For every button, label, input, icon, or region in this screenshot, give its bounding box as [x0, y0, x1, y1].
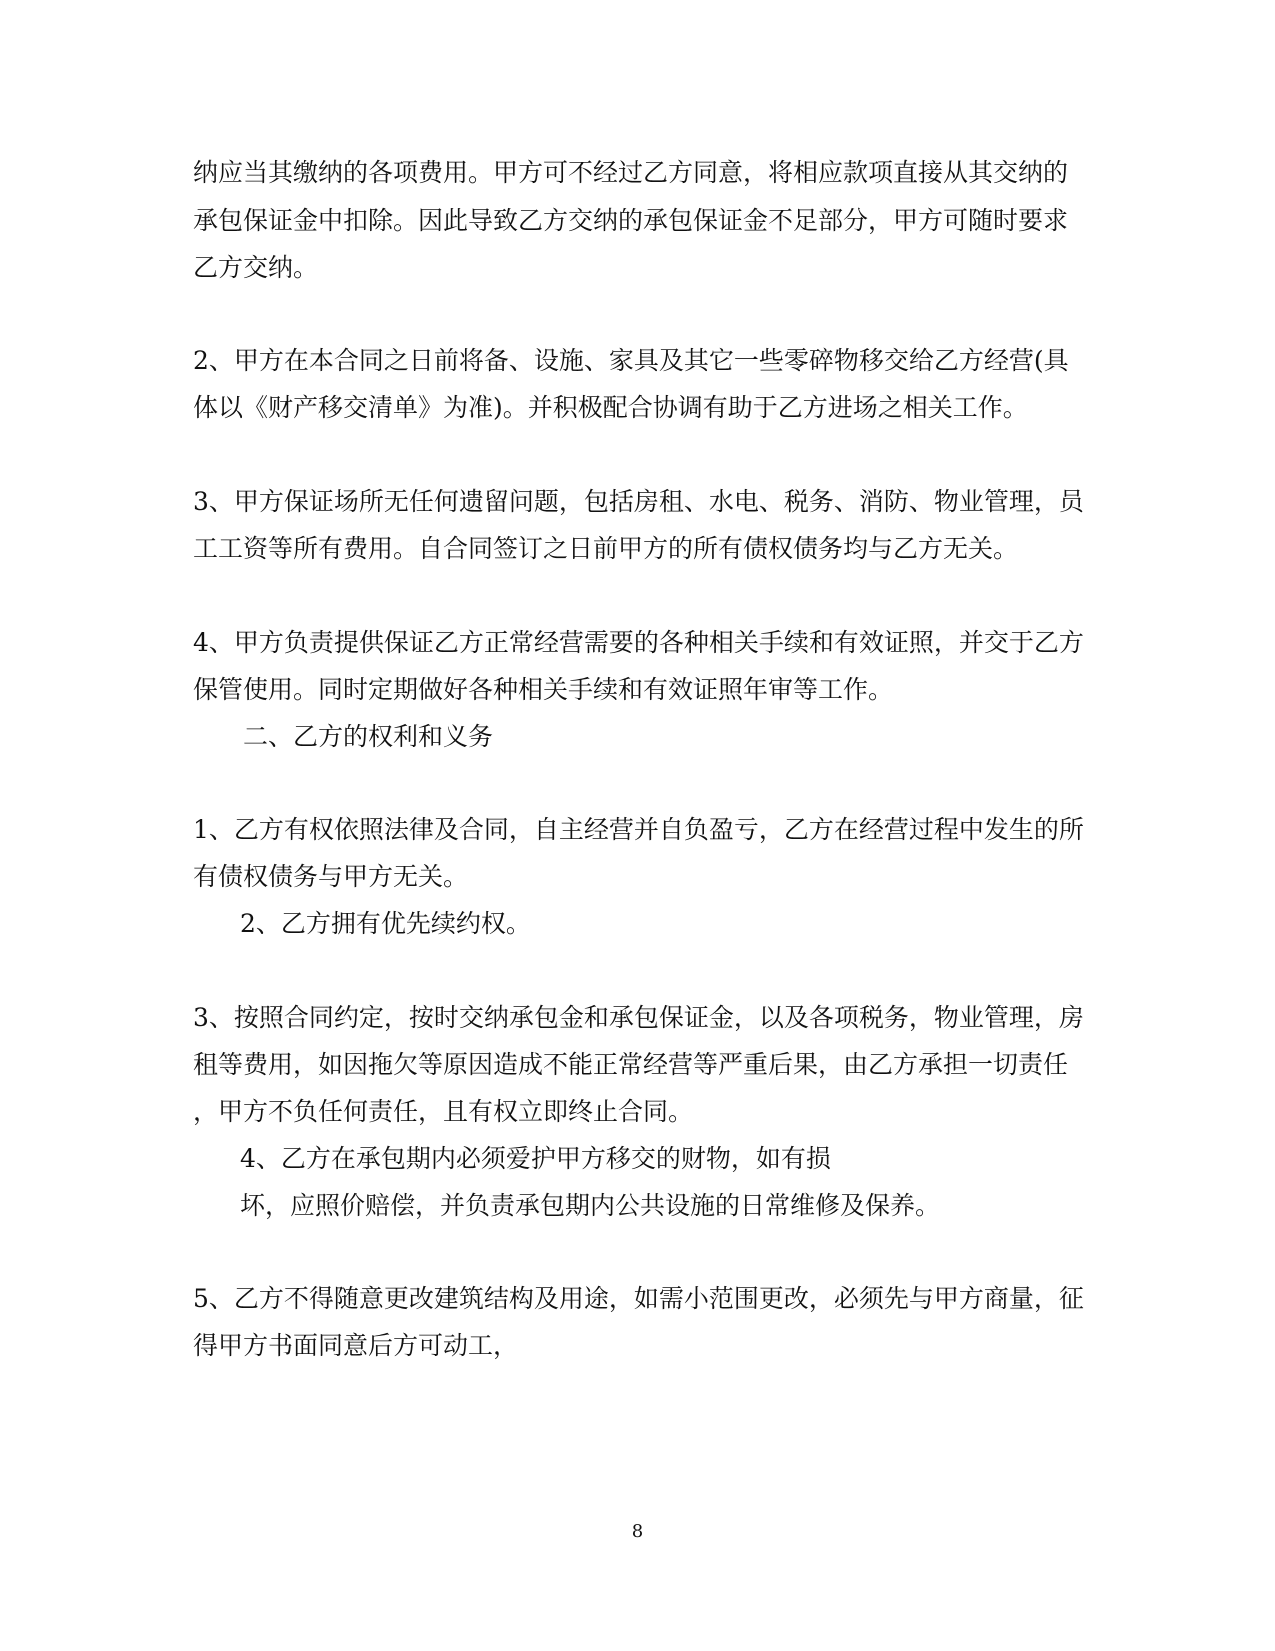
text-line: 有债权债务与甲方无关。 [193, 862, 469, 891]
text-line: 2、甲方在本合同之日前将备、设施、家具及其它一些零碎物移交给乙方经营(具 [193, 346, 1069, 375]
page-number: 8 [631, 1521, 644, 1542]
text-line: 4、甲方负责提供保证乙方正常经营需要的各种相关手续和有效证照，并交于乙方 [193, 628, 1084, 657]
text-line: 2、乙方拥有优先续约权。 [240, 909, 531, 938]
text-line: 坏，应照价赔偿，并负责承包期内公共设施的日常维修及保养。 [240, 1191, 941, 1220]
text-line: 4、乙方在承包期内必须爱护甲方移交的财物，如有损 [240, 1144, 831, 1173]
text-line: 3、甲方保证场所无任何遗留问题，包括房租、水电、税务、消防、物业管理，员 [193, 487, 1084, 516]
text-line: 租等费用，如因拖欠等原因造成不能正常经营等严重后果，由乙方承担一切责任 [193, 1050, 1069, 1079]
text-line: 5、乙方不得随意更改建筑结构及用途，如需小范围更改，必须先与甲方商量，征 [193, 1284, 1084, 1313]
text-line: 1、乙方有权依照法律及合同，自主经营并自负盈亏，乙方在经营过程中发生的所 [193, 815, 1084, 844]
text-line: 工工资等所有费用。自合同签订之日前甲方的所有债权债务均与乙方无关。 [193, 534, 1019, 563]
section-heading: 二、乙方的权利和义务 [243, 722, 494, 751]
text-line: 得甲方书面同意后方可动工， [193, 1331, 519, 1360]
text-line: ，甲方不负任何责任，且有权立即终止合同。 [193, 1097, 694, 1126]
text-line: 纳应当其缴纳的各项费用。甲方可不经过乙方同意，将相应款项直接从其交纳的 [193, 158, 1069, 187]
text-line: 承包保证金中扣除。因此导致乙方交纳的承包保证金不足部分，甲方可随时要求 [193, 206, 1069, 235]
text-line: 乙方交纳。 [193, 253, 319, 282]
text-line: 保管使用。同时定期做好各种相关手续和有效证照年审等工作。 [193, 675, 894, 704]
text-line: 3、按照合同约定，按时交纳承包金和承包保证金，以及各项税务，物业管理，房 [193, 1003, 1084, 1032]
text-line: 体以《财产移交清单》为准)。并积极配合协调有助于乙方进场之相关工作。 [193, 393, 1028, 422]
